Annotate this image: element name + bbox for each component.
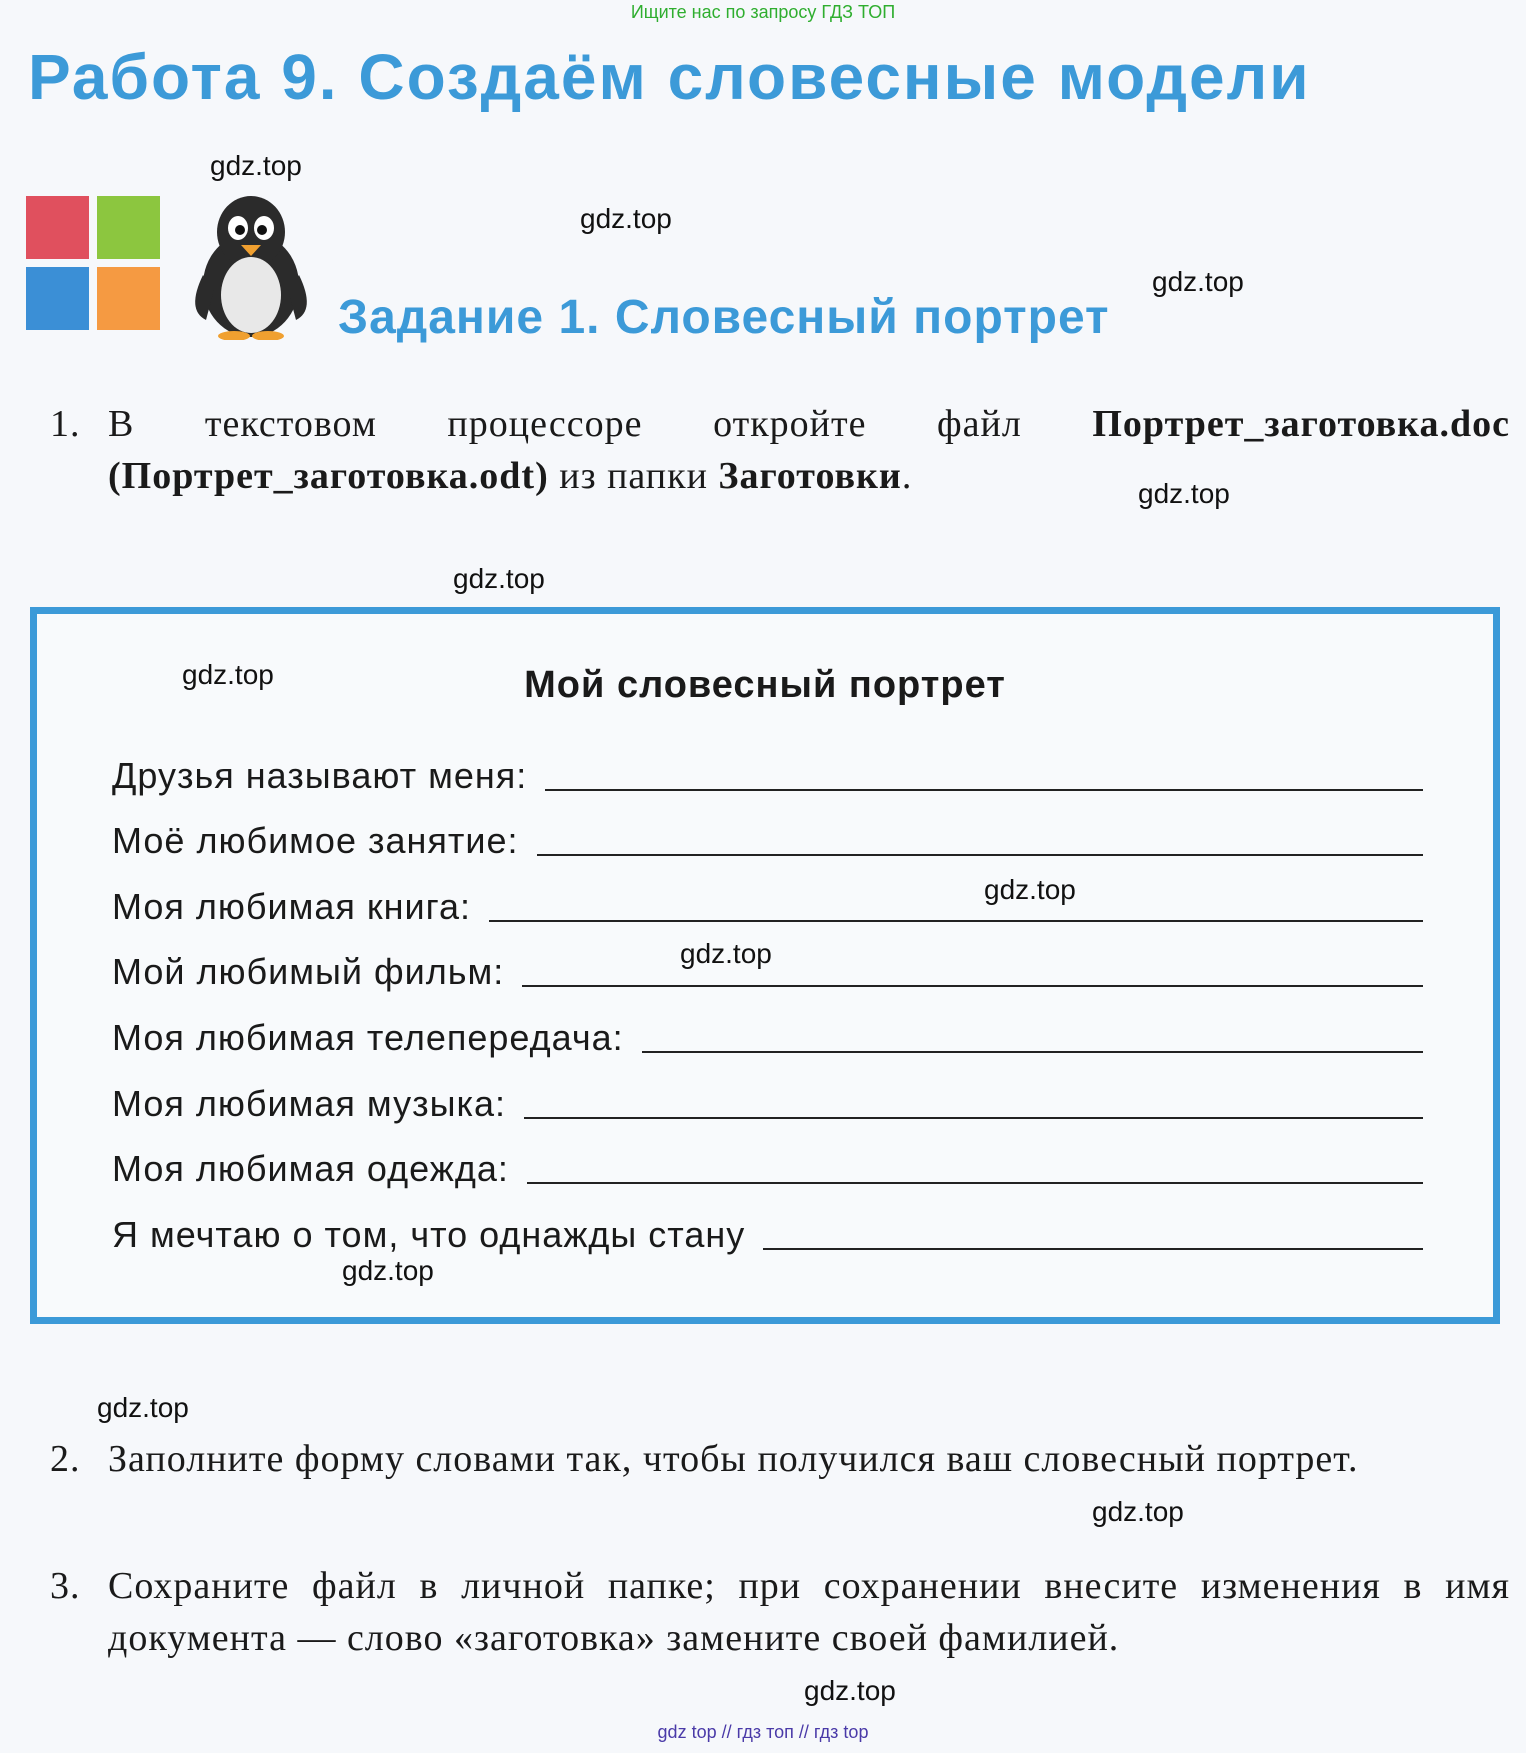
page-title: Работа 9. Создаём словесные модели (28, 41, 1311, 113)
bottom-banner: gdz top // гдз топ // гдз top (657, 1722, 869, 1742)
form-label: Моя любимая телепередача: (112, 1017, 624, 1058)
watermark: gdz.top (182, 659, 274, 690)
fill-in-line[interactable] (524, 1116, 1423, 1119)
form-row (112, 1009, 1423, 1059)
fill-in-line[interactable] (545, 788, 1423, 791)
watermark: gdz.top (97, 1392, 189, 1423)
form-row (112, 1075, 1423, 1125)
form-title: Мой словесный портрет (524, 664, 1006, 706)
watermark: gdz.top (984, 874, 1076, 905)
fill-in-line[interactable] (642, 1050, 1423, 1053)
task-title: Задание 1. Словесный портрет (338, 291, 1110, 344)
watermark: gdz.top (1092, 1496, 1184, 1527)
form-row (112, 1140, 1423, 1190)
form-label: Мой любимый фильм: (112, 951, 505, 992)
form-label: Моя любимая книга: (112, 886, 472, 927)
fill-in-line[interactable] (537, 853, 1424, 856)
step-text: из папки (559, 455, 708, 497)
watermark: gdz.top (804, 1675, 896, 1706)
form-row (112, 1206, 1423, 1256)
step-text: В текстовом процессоре откройте файл (108, 403, 1022, 445)
watermark: gdz.top (210, 150, 302, 181)
folder-name: Заготовки (718, 455, 902, 497)
form-label: Я мечтаю о том, что однажды стану (112, 1214, 746, 1255)
watermark: gdz.top (1138, 478, 1230, 509)
watermark: gdz.top (342, 1255, 434, 1286)
step-number: 3. (50, 1565, 81, 1607)
fill-in-line[interactable] (489, 919, 1423, 922)
form-label: Моя любимая музыка: (112, 1083, 507, 1124)
step-number: 2. (50, 1438, 81, 1480)
step-text-end: . (901, 455, 913, 497)
form-label: Моё любимое занятие: (112, 820, 519, 861)
step-number: 1. (50, 403, 81, 445)
penguin-icon (186, 190, 316, 340)
fill-in-line[interactable] (527, 1181, 1423, 1184)
fill-in-line[interactable] (522, 984, 1423, 987)
top-banner: Ищите нас по запросу ГДЗ ТОП (630, 2, 896, 22)
watermark: gdz.top (680, 938, 772, 969)
form-label: Друзья называют меня: (112, 755, 528, 796)
form-row (112, 747, 1423, 797)
file-name-doc: Портрет_заготовка.doc (1092, 403, 1510, 445)
step-text: Сохраните файл в личной папке; при сохранении внесите изменения в имя документа — слово «заготовка» замените своей фамилией. (108, 1565, 1510, 1659)
form-label: Моя любимая одежда: (112, 1148, 509, 1189)
step-1 (50, 398, 1510, 502)
watermark: gdz.top (453, 563, 545, 594)
watermark: gdz.top (580, 203, 672, 234)
file-name-odt: (Портрет_заготовка.odt) (108, 455, 549, 497)
watermark: gdz.top (1152, 266, 1244, 297)
step-3 (50, 1560, 1510, 1664)
windows-logo-icon (26, 196, 164, 334)
step-text: Заполните форму словами так, чтобы получился ваш словесный портрет. (108, 1438, 1359, 1480)
step-2 (50, 1433, 1510, 1485)
form-row (112, 878, 1423, 928)
form-row (112, 812, 1423, 862)
fill-in-line[interactable] (763, 1247, 1423, 1250)
